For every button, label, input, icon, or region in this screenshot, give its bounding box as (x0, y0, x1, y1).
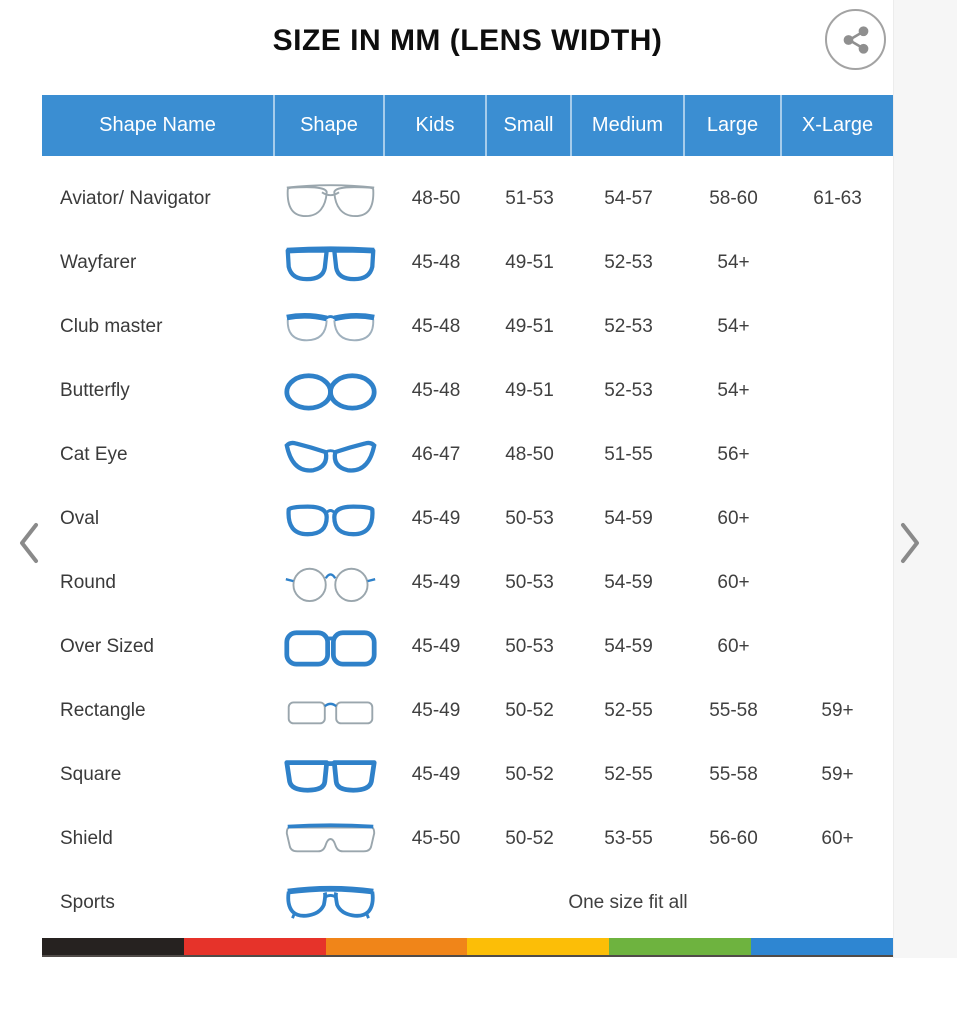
kids-size: 45-49 (411, 700, 461, 721)
small-size: 50-52 (505, 700, 554, 721)
small-size: 50-53 (505, 572, 554, 593)
stripe-segment-orange (326, 938, 468, 955)
kids-size: 45-48 (411, 380, 461, 401)
small-size: 50-53 (505, 636, 554, 657)
kids-size: 45-48 (411, 316, 461, 337)
kids-size: 48-50 (411, 188, 461, 209)
medium-size: 54-59 (604, 508, 653, 529)
carousel-next-button[interactable] (897, 518, 923, 568)
kids-size: 45-50 (411, 828, 461, 849)
shape-name-label: Butterfly (60, 380, 130, 401)
large-size: 60+ (717, 508, 750, 529)
kids-size: 45-49 (411, 508, 461, 529)
shape-name-label: Cat Eye (60, 444, 128, 465)
large-size: 56-60 (709, 828, 758, 849)
butterfly-glasses-icon (275, 370, 385, 412)
column-header-small: Small (487, 95, 572, 156)
shape-name-label: Rectangle (60, 700, 146, 721)
column-header-shape: Shape (275, 95, 385, 156)
table-row (42, 679, 893, 743)
oversized-glasses-icon (275, 626, 385, 668)
medium-size: 54-57 (604, 188, 653, 209)
kids-size: 45-49 (411, 572, 461, 593)
table-row (42, 359, 893, 423)
table-row (42, 231, 893, 295)
kids-size: 45-49 (411, 636, 461, 657)
medium-size: 51-55 (604, 444, 653, 465)
aviator-glasses-icon (275, 178, 385, 220)
large-size: 60+ (717, 572, 750, 593)
medium-size: 52-53 (604, 316, 653, 337)
kids-size: 45-49 (411, 764, 461, 785)
oval-glasses-icon (275, 498, 385, 540)
small-size: 50-53 (505, 508, 554, 529)
shape-name-label: Wayfarer (60, 252, 137, 273)
shield-glasses-icon (275, 818, 385, 860)
stripe-segment-yellow (467, 938, 609, 955)
large-size: 60+ (717, 636, 750, 657)
chevron-left-icon (16, 518, 42, 568)
table-body (42, 156, 893, 935)
large-size: 55-58 (709, 700, 758, 721)
chevron-right-icon (897, 518, 923, 568)
stripe-segment-red (184, 938, 326, 955)
small-size: 51-53 (505, 188, 554, 209)
table-row (42, 615, 893, 679)
large-size: 58-60 (709, 188, 758, 209)
table-row (42, 167, 893, 231)
large-size: 55-58 (709, 764, 758, 785)
table-row (42, 743, 893, 807)
medium-size: 52-55 (604, 764, 653, 785)
table-row (42, 551, 893, 615)
medium-size: 54-59 (604, 636, 653, 657)
brand-color-stripe (42, 938, 893, 957)
small-size: 48-50 (505, 444, 554, 465)
shape-name-label: Club master (60, 316, 163, 337)
xlarge-size: 59+ (821, 764, 854, 785)
stripe-segment-green (609, 938, 751, 955)
xlarge-size: 61-63 (813, 188, 862, 209)
medium-size: 54-59 (604, 572, 653, 593)
shape-name-label: Shield (60, 828, 113, 849)
shape-name-label: Sports (60, 892, 115, 913)
column-header-shape-name: Shape Name (42, 95, 275, 156)
kids-size: 46-47 (411, 444, 461, 465)
shape-name-label: Round (60, 572, 116, 593)
round-glasses-icon (275, 562, 385, 604)
carousel-prev-button[interactable] (16, 518, 42, 568)
medium-size: 52-55 (604, 700, 653, 721)
small-size: 49-51 (505, 316, 554, 337)
size-table (42, 95, 893, 935)
column-header-medium: Medium (572, 95, 685, 156)
rectangle-glasses-icon (275, 690, 385, 732)
large-size: 54+ (717, 380, 750, 401)
small-size: 50-52 (505, 764, 554, 785)
square-glasses-icon (275, 754, 385, 796)
large-size: 56+ (717, 444, 750, 465)
cateye-glasses-icon (275, 434, 385, 476)
large-size: 54+ (717, 252, 750, 273)
table-row (42, 807, 893, 871)
column-header-kids: Kids (385, 95, 487, 156)
shape-name-label: Aviator/ Navigator (60, 188, 211, 209)
page-title: SIZE IN MM (LENS WIDTH) (272, 24, 663, 57)
table-row (42, 423, 893, 487)
shape-name-label: Oval (60, 508, 100, 529)
medium-size: 53-55 (604, 828, 653, 849)
stripe-segment-black (42, 938, 184, 955)
clubmaster-glasses-icon (275, 306, 385, 348)
xlarge-size: 60+ (821, 828, 854, 849)
large-size: 54+ (717, 316, 750, 337)
small-size: 49-51 (505, 380, 554, 401)
table-row (42, 871, 893, 935)
one-size-label: One size fit all (568, 892, 688, 913)
sports-glasses-icon (275, 882, 385, 924)
column-header-xlarge: X-Large (801, 114, 874, 136)
kids-size: 45-48 (411, 252, 461, 273)
table-row (42, 487, 893, 551)
column-header-large: Large (685, 95, 782, 156)
stripe-segment-blue (751, 938, 893, 955)
wayfarer-glasses-icon (275, 242, 385, 284)
table-header-row (42, 95, 893, 156)
shape-name-label: Over Sized (60, 636, 154, 657)
next-slide-peek (893, 0, 957, 958)
small-size: 49-51 (505, 252, 554, 273)
small-size: 50-52 (505, 828, 554, 849)
table-row (42, 295, 893, 359)
medium-size: 52-53 (604, 380, 653, 401)
xlarge-size: 59+ (821, 700, 854, 721)
medium-size: 52-53 (604, 252, 653, 273)
share-button[interactable] (825, 9, 886, 70)
shape-name-label: Square (60, 764, 122, 785)
share-icon (841, 25, 871, 55)
